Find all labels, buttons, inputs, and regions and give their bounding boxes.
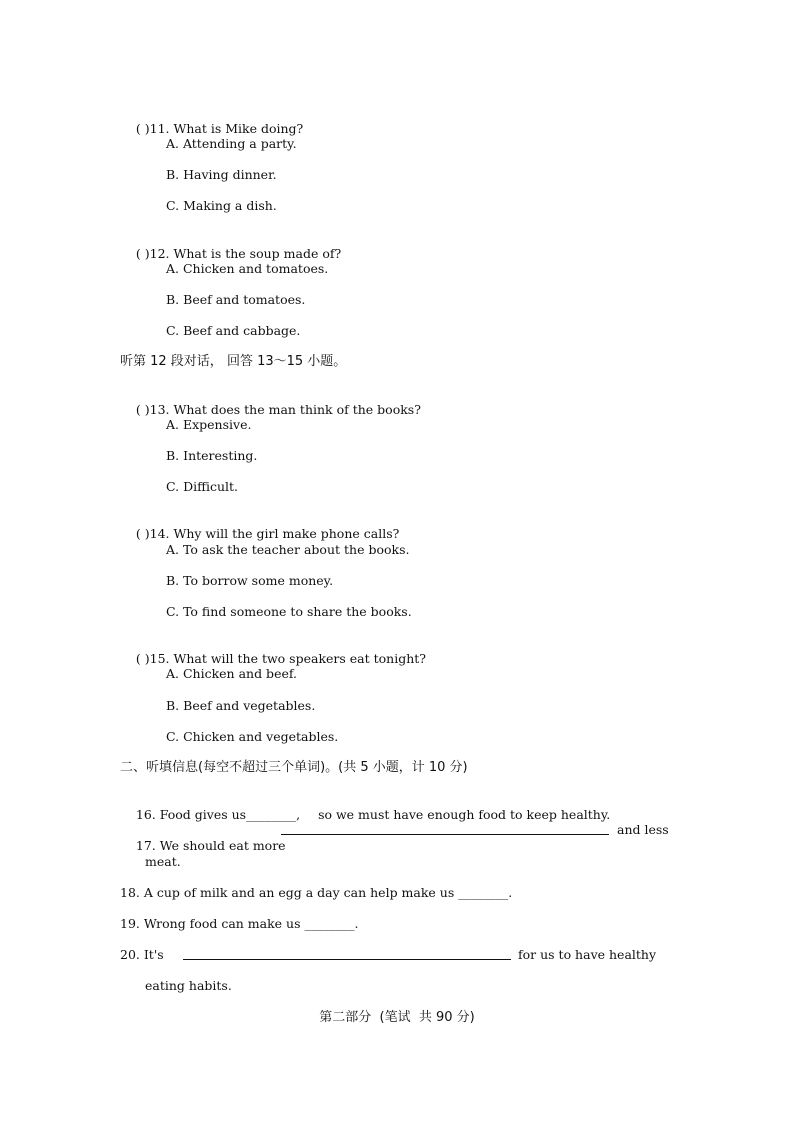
option-a: A. Expensive. — [166, 417, 252, 432]
question-number: ( )12. — [135, 246, 170, 261]
option-c: C. Difficult. — [166, 479, 239, 494]
question-number: ( )15. — [135, 651, 170, 666]
fill-question-19: 19. Wrong food can make us ________. — [120, 916, 359, 931]
option-b: B. Beef and vegetables. — [166, 698, 316, 713]
question-text: What is the soup made of? — [173, 246, 342, 261]
question-number: ( )14. — [135, 526, 170, 541]
instruction-dialogue-12: 听第 12 段对话， 回答 13～15 小题。 — [120, 354, 347, 369]
option-c: C. Chicken and vegetables. — [166, 729, 339, 744]
option-b: B. To borrow some money. — [166, 573, 334, 588]
question-number: ( )13. — [135, 402, 170, 417]
option-c: C. Beef and cabbage. — [166, 323, 301, 338]
option-c: C. To find someone to share the books. — [166, 604, 412, 619]
fill-16-part-a: 16. Food gives us________, — [135, 807, 301, 822]
fill-17-part-c: meat. — [145, 854, 181, 869]
answer-blank[interactable] — [183, 959, 511, 960]
answer-blank[interactable] — [281, 834, 609, 835]
question-text: Why will the girl make phone calls? — [173, 526, 400, 541]
fill-16-part-b: so we must have enough food to keep healthy. — [318, 807, 611, 822]
option-b: B. Interesting. — [166, 448, 258, 463]
fill-20-part-b: for us to have healthy — [518, 947, 657, 962]
fill-question-18: 18. A cup of milk and an egg a day can help make us ________. — [120, 885, 513, 900]
option-c: C. Making a dish. — [166, 198, 277, 213]
question-text: What is Mike doing? — [173, 121, 304, 136]
option-a: A. To ask the teacher about the books. — [166, 542, 410, 557]
question-number: ( )11. — [135, 121, 170, 136]
option-a: A. Chicken and tomatoes. — [166, 261, 329, 276]
fill-17-part-b: and less — [617, 822, 669, 837]
part-2-title: 第二部分 (笔试 共 90 分) — [319, 1010, 475, 1025]
option-b: B. Beef and tomatoes. — [166, 292, 306, 307]
option-a: A. Attending a party. — [166, 136, 297, 151]
question-text: What will the two speakers eat tonight? — [173, 651, 427, 666]
section-2-title: 二、听填信息(每空不超过三个单词)。(共 5 小题，计 10 分) — [120, 760, 468, 775]
fill-20-part-c: eating habits. — [145, 978, 232, 993]
fill-20-part-a: 20. It's — [120, 947, 164, 962]
fill-17-part-a: 17. We should eat more — [135, 838, 286, 853]
question-text: What does the man think of the books? — [173, 402, 421, 417]
option-a: A. Chicken and beef. — [166, 666, 298, 681]
option-b: B. Having dinner. — [166, 167, 277, 182]
